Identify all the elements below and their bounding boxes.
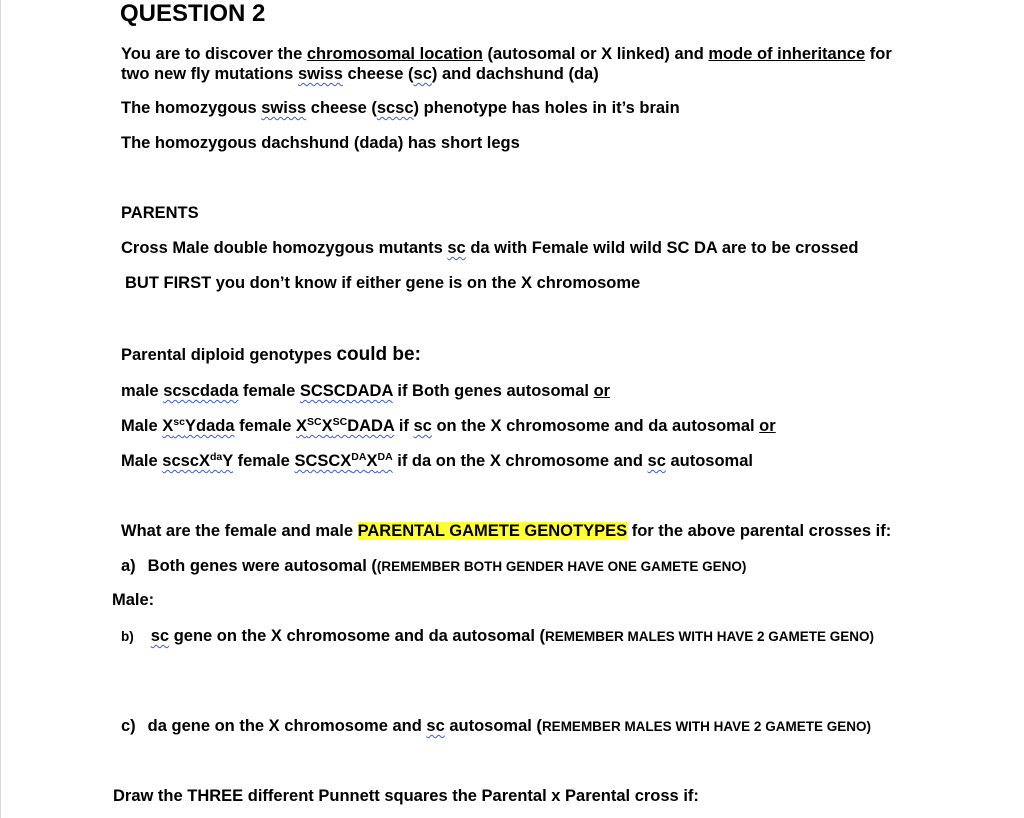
intro-line-2 <box>121 64 599 84</box>
genotype-option-2 <box>121 416 776 436</box>
allele-superscript: DA <box>377 451 393 463</box>
genotype-rest: Ydada <box>184 417 235 435</box>
parents-title: PARENTS <box>121 204 199 222</box>
part-text: gene on the X chromosome and da autosomal ( <box>169 627 545 645</box>
genotype-text: male <box>121 382 164 400</box>
male-genotype: scscdada <box>163 382 239 400</box>
cross-text: da with Female wild wild SC DA are to be crossed <box>465 239 859 257</box>
question-heading: QUESTION 2 <box>120 0 266 27</box>
swiss-cheese-phenotype <box>121 98 680 118</box>
but-first-note: BUT FIRST you don’t know if either gene is on the X chromosome <box>125 274 641 292</box>
genotype-text: autosomal <box>665 452 753 470</box>
part-a <box>121 556 746 577</box>
allele-superscript: SC <box>332 416 348 428</box>
gamete-question-text: for the above parental crosses if: <box>627 522 892 540</box>
genotype-text: on the X chromosome and da autosomal <box>431 417 760 435</box>
genotype-rest: DADA <box>347 417 395 435</box>
female-genotype <box>294 452 392 470</box>
part-label: a) <box>121 557 136 575</box>
x-chromosome: X <box>366 452 378 470</box>
intro-line-1 <box>121 44 892 64</box>
phenotype-text: The homozygous <box>121 99 262 117</box>
spelling-flag-word: sc <box>426 717 445 735</box>
genotypes-lead-emphasis: could be <box>336 344 415 365</box>
allele-superscript: da <box>210 451 223 463</box>
part-c <box>121 716 871 737</box>
spelling-flag-word: scsc <box>376 99 414 117</box>
genotypes-lead <box>121 345 421 365</box>
spelling-flag-word: sc <box>647 452 666 470</box>
intro-text: for <box>865 45 892 63</box>
genotype-option-3 <box>121 451 753 471</box>
part-label: c) <box>121 717 136 735</box>
part-b <box>121 626 874 647</box>
part-text: autosomal ( <box>444 717 542 735</box>
dachshund-phenotype: The homozygous dachshund (dada) has short legs <box>121 134 520 152</box>
intro-text: You are to discover the <box>121 45 307 63</box>
gamete-question <box>121 521 891 541</box>
female-genotype: SCSCDADA <box>299 382 393 400</box>
chromosomal-location-term: chromosomal location <box>306 45 483 63</box>
genotypes-lead-colon: : <box>414 344 421 365</box>
gamete-question-text: What are the female and male <box>121 522 358 540</box>
spelling-flag-word: sc <box>413 65 432 83</box>
part-label: b) <box>121 629 134 644</box>
genotype-text: if <box>394 417 414 435</box>
part-note: REMEMBER MALES WITH HAVE 2 GAMETE GENO) <box>541 719 871 734</box>
allele-superscript: sc <box>173 416 185 428</box>
punnett-instruction: Draw the THREE different Punnett squares the Parental x Parental cross if: <box>113 787 699 805</box>
genotype-text: if da on the X chromosome and <box>392 452 648 470</box>
genotype-text: female <box>234 417 296 435</box>
genotype-text: female <box>238 382 300 400</box>
genotype-pre: SCSCX <box>294 452 352 470</box>
part-text: Both genes were autosomal ( <box>147 557 377 575</box>
genotype-text: female <box>232 452 295 470</box>
genotype-option-1 <box>121 381 610 401</box>
male-label: Male: <box>112 591 155 609</box>
spelling-flag-word: sc <box>447 239 466 257</box>
part-note: REMEMBER MALES WITH HAVE 2 GAMETE GENO) <box>545 629 875 644</box>
spelling-flag-word: sc <box>150 627 170 645</box>
highlighted-term: PARENTAL GAMETE GENOTYPES <box>357 522 628 540</box>
allele-superscript: SC <box>306 416 322 428</box>
phenotype-text: ) phenotype has holes in it’s brain <box>413 99 680 117</box>
genotype-text: Male <box>121 452 163 470</box>
female-genotype <box>296 417 394 435</box>
part-text: da gene on the X chromosome and <box>147 717 427 735</box>
genotype-rest: Y <box>222 452 233 470</box>
spelling-flag-word: swiss <box>261 99 307 117</box>
male-genotype <box>162 417 234 435</box>
or-connector: or <box>593 382 611 400</box>
intro-text: ) and dachshund (da) <box>431 65 599 83</box>
x-chromosome: X <box>321 417 333 435</box>
spelling-flag-word: sc <box>413 417 432 435</box>
page-edge <box>0 0 1 818</box>
cross-text: Cross Male double homozygous mutants <box>121 239 448 257</box>
mode-of-inheritance-term: mode of inheritance <box>708 45 866 63</box>
intro-text: cheese ( <box>342 65 414 83</box>
or-connector: or <box>759 417 776 435</box>
genotypes-lead-text: Parental diploid genotypes <box>121 346 337 364</box>
x-chromosome: X <box>295 417 307 435</box>
spelling-flag-word: swiss <box>297 65 343 83</box>
intro-text: (autosomal or X linked) and <box>482 45 709 63</box>
genotype-text: Male <box>121 417 163 435</box>
genotype-pre: scscX <box>162 452 210 470</box>
intro-text: two new fly mutations <box>121 65 298 83</box>
phenotype-text: cheese ( <box>306 99 377 117</box>
genotype-text: if Both genes autosomal <box>392 382 594 400</box>
part-note: (REMEMBER BOTH GENDER HAVE ONE GAMETE GENO) <box>376 559 747 574</box>
x-chromosome: X <box>162 417 174 435</box>
male-genotype <box>162 452 233 470</box>
cross-description <box>121 238 858 258</box>
allele-superscript: DA <box>351 451 367 463</box>
